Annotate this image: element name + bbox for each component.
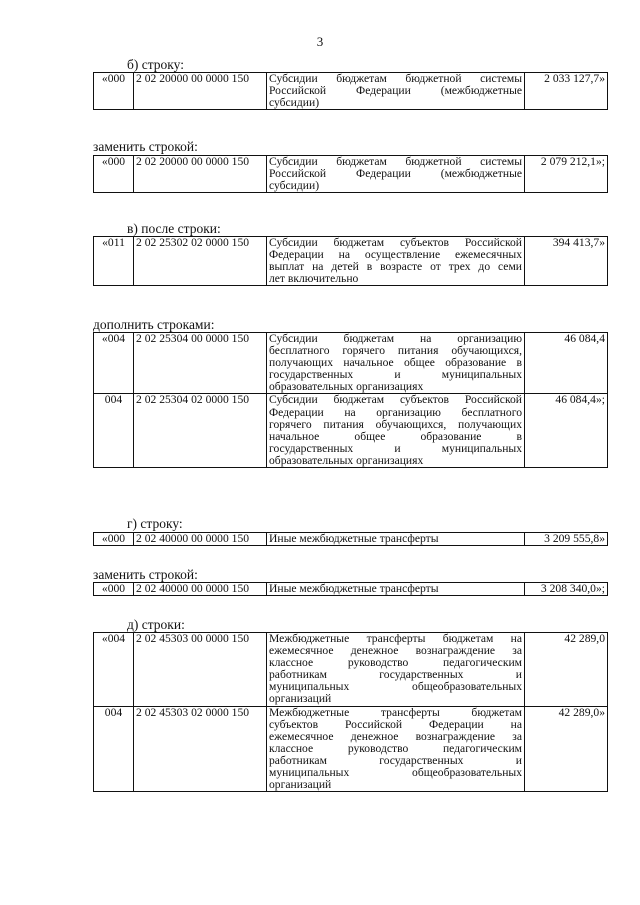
- row-kbk: 2 02 40000 00 0000 150: [134, 533, 267, 546]
- row-name: [267, 633, 525, 707]
- row-name-line: Субсидии бюджетам на организацию: [269, 332, 522, 345]
- row-name-line: государственных и муниципальных: [269, 441, 522, 455]
- row-sum: 2 033 127,7»: [525, 73, 608, 110]
- section-heading-replace-2: заменить строкой:: [93, 567, 198, 582]
- row-kbk: 2 02 25304 00 0000 150: [134, 333, 267, 394]
- row-name-line: работникам государственных и: [269, 753, 522, 767]
- row-name-line: Межбюджетные трансферты бюджетам: [269, 705, 522, 719]
- section-heading-add: дополнить строками:: [93, 317, 215, 332]
- row-kbk: 2 02 45303 00 0000 150: [134, 633, 267, 707]
- table-row: [94, 706, 608, 792]
- row-name-line: работникам государственных и: [269, 668, 522, 682]
- table-row: [94, 394, 608, 468]
- row-sum: 42 289,0: [525, 633, 608, 707]
- row-name: [267, 156, 525, 193]
- row-sum: 3 208 340,0»;: [525, 583, 608, 596]
- row-name-line: Субсидии бюджетам субъектов Российской: [269, 393, 522, 407]
- section-heading-g: г) строку:: [127, 516, 183, 531]
- row-name-line: муниципальных общеобразовательных: [269, 766, 522, 780]
- row-kbk: 2 02 40000 00 0000 150: [134, 583, 267, 596]
- row-name: [267, 394, 525, 468]
- row-name-line: Иные межбюджетные трансферты: [269, 532, 439, 545]
- row-name: [267, 237, 525, 286]
- row-name-line: Межбюджетные трансферты бюджетам на: [269, 632, 522, 645]
- row-code: «000: [94, 533, 134, 546]
- row-kbk: 2 02 25304 02 0000 150: [134, 394, 267, 468]
- row-code: «004: [94, 633, 134, 707]
- section-table-replace-2: [93, 582, 608, 596]
- row-sum: 46 084,4: [525, 333, 608, 394]
- row-sum: 394 413,7»: [525, 237, 608, 286]
- row-sum: 3 209 555,8»: [525, 533, 608, 546]
- section-table-replace-1: [93, 155, 608, 193]
- row-name-line: субсидии): [269, 179, 320, 193]
- row-name-line: выплат на детей в возрасте от трех до семи: [269, 260, 522, 274]
- row-name: [267, 333, 525, 394]
- row-kbk: 2 02 45303 02 0000 150: [134, 706, 267, 792]
- table-row: [94, 333, 608, 394]
- row-kbk: 2 02 20000 00 0000 150: [134, 73, 267, 110]
- row-name-line: лет включительно: [269, 272, 359, 286]
- row-name: [267, 706, 525, 792]
- section-heading-b: б) строку:: [127, 57, 184, 72]
- section-heading-v: в) после строки:: [127, 221, 221, 236]
- section-table-v: [93, 236, 608, 286]
- section-table-b: [93, 72, 608, 110]
- row-name-line: образовательных организациях: [269, 453, 424, 467]
- row-name-line: субъектов Российской Федерации на: [269, 717, 522, 731]
- row-name-line: классное руководство педагогическим: [269, 656, 522, 670]
- row-code: «000: [94, 583, 134, 596]
- row-code: 004: [94, 394, 134, 468]
- row-name-line: бесплатного горячего питания обучающихся,: [269, 344, 522, 358]
- row-code: 004: [94, 706, 134, 792]
- table-row: [94, 156, 608, 193]
- section-table-d: [93, 632, 608, 792]
- page-number: 3: [316, 34, 324, 49]
- row-name-line: горячего питания обучающихся, получающих: [269, 417, 522, 431]
- row-name-line: Федерации на организацию бесплатного: [269, 405, 522, 419]
- table-row: [94, 237, 608, 286]
- row-kbk: 2 02 20000 00 0000 150: [134, 156, 267, 193]
- table-row: [94, 73, 608, 110]
- row-name-line: начальное общее образование в: [269, 429, 522, 443]
- row-name-line: организаций: [269, 692, 332, 706]
- row-name-line: муниципальных общеобразовательных: [269, 680, 522, 694]
- row-name-line: субсидии): [269, 96, 320, 110]
- row-name-line: государственных и муниципальных: [269, 368, 522, 382]
- row-name-line: ежемесячное денежное вознаграждение за: [269, 644, 522, 658]
- row-name-line: Субсидии бюджетам бюджетной системы: [269, 155, 522, 168]
- row-code: «000: [94, 156, 134, 193]
- row-name-line: Российской Федерации (межбюджетные: [269, 84, 522, 98]
- row-name-line: Федерации на осуществление ежемесячных: [269, 248, 522, 262]
- row-sum: 2 079 212,1»;: [525, 156, 608, 193]
- row-name-line: Иные межбюджетные трансферты: [269, 582, 439, 595]
- section-heading-replace-1: заменить строкой:: [93, 139, 198, 154]
- row-name-line: Российской Федерации (межбюджетные: [269, 167, 522, 181]
- row-name-line: получающих начальное общее образование в: [269, 356, 522, 370]
- section-table-g: [93, 532, 608, 546]
- row-name: [267, 533, 525, 546]
- row-kbk: 2 02 25302 02 0000 150: [134, 237, 267, 286]
- row-sum: 46 084,4»;: [525, 394, 608, 468]
- section-heading-d: д) строки:: [127, 617, 185, 632]
- row-name-line: классное руководство педагогическим: [269, 741, 522, 755]
- table-row: [94, 533, 608, 546]
- row-code: «011: [94, 237, 134, 286]
- row-name: [267, 73, 525, 110]
- row-code: «000: [94, 73, 134, 110]
- row-name-line: Субсидии бюджетам бюджетной системы: [269, 72, 522, 85]
- row-name-line: Субсидии бюджетам субъектов Российской: [269, 236, 522, 249]
- row-name: [267, 583, 525, 596]
- table-row: [94, 633, 608, 707]
- table-row: [94, 583, 608, 596]
- row-sum: 42 289,0»: [525, 706, 608, 792]
- row-name-line: образовательных организациях: [269, 380, 424, 394]
- row-name-line: организаций: [269, 778, 332, 792]
- row-code: «004: [94, 333, 134, 394]
- row-name-line: ежемесячное денежное вознаграждение за: [269, 729, 522, 743]
- section-table-add: [93, 332, 608, 468]
